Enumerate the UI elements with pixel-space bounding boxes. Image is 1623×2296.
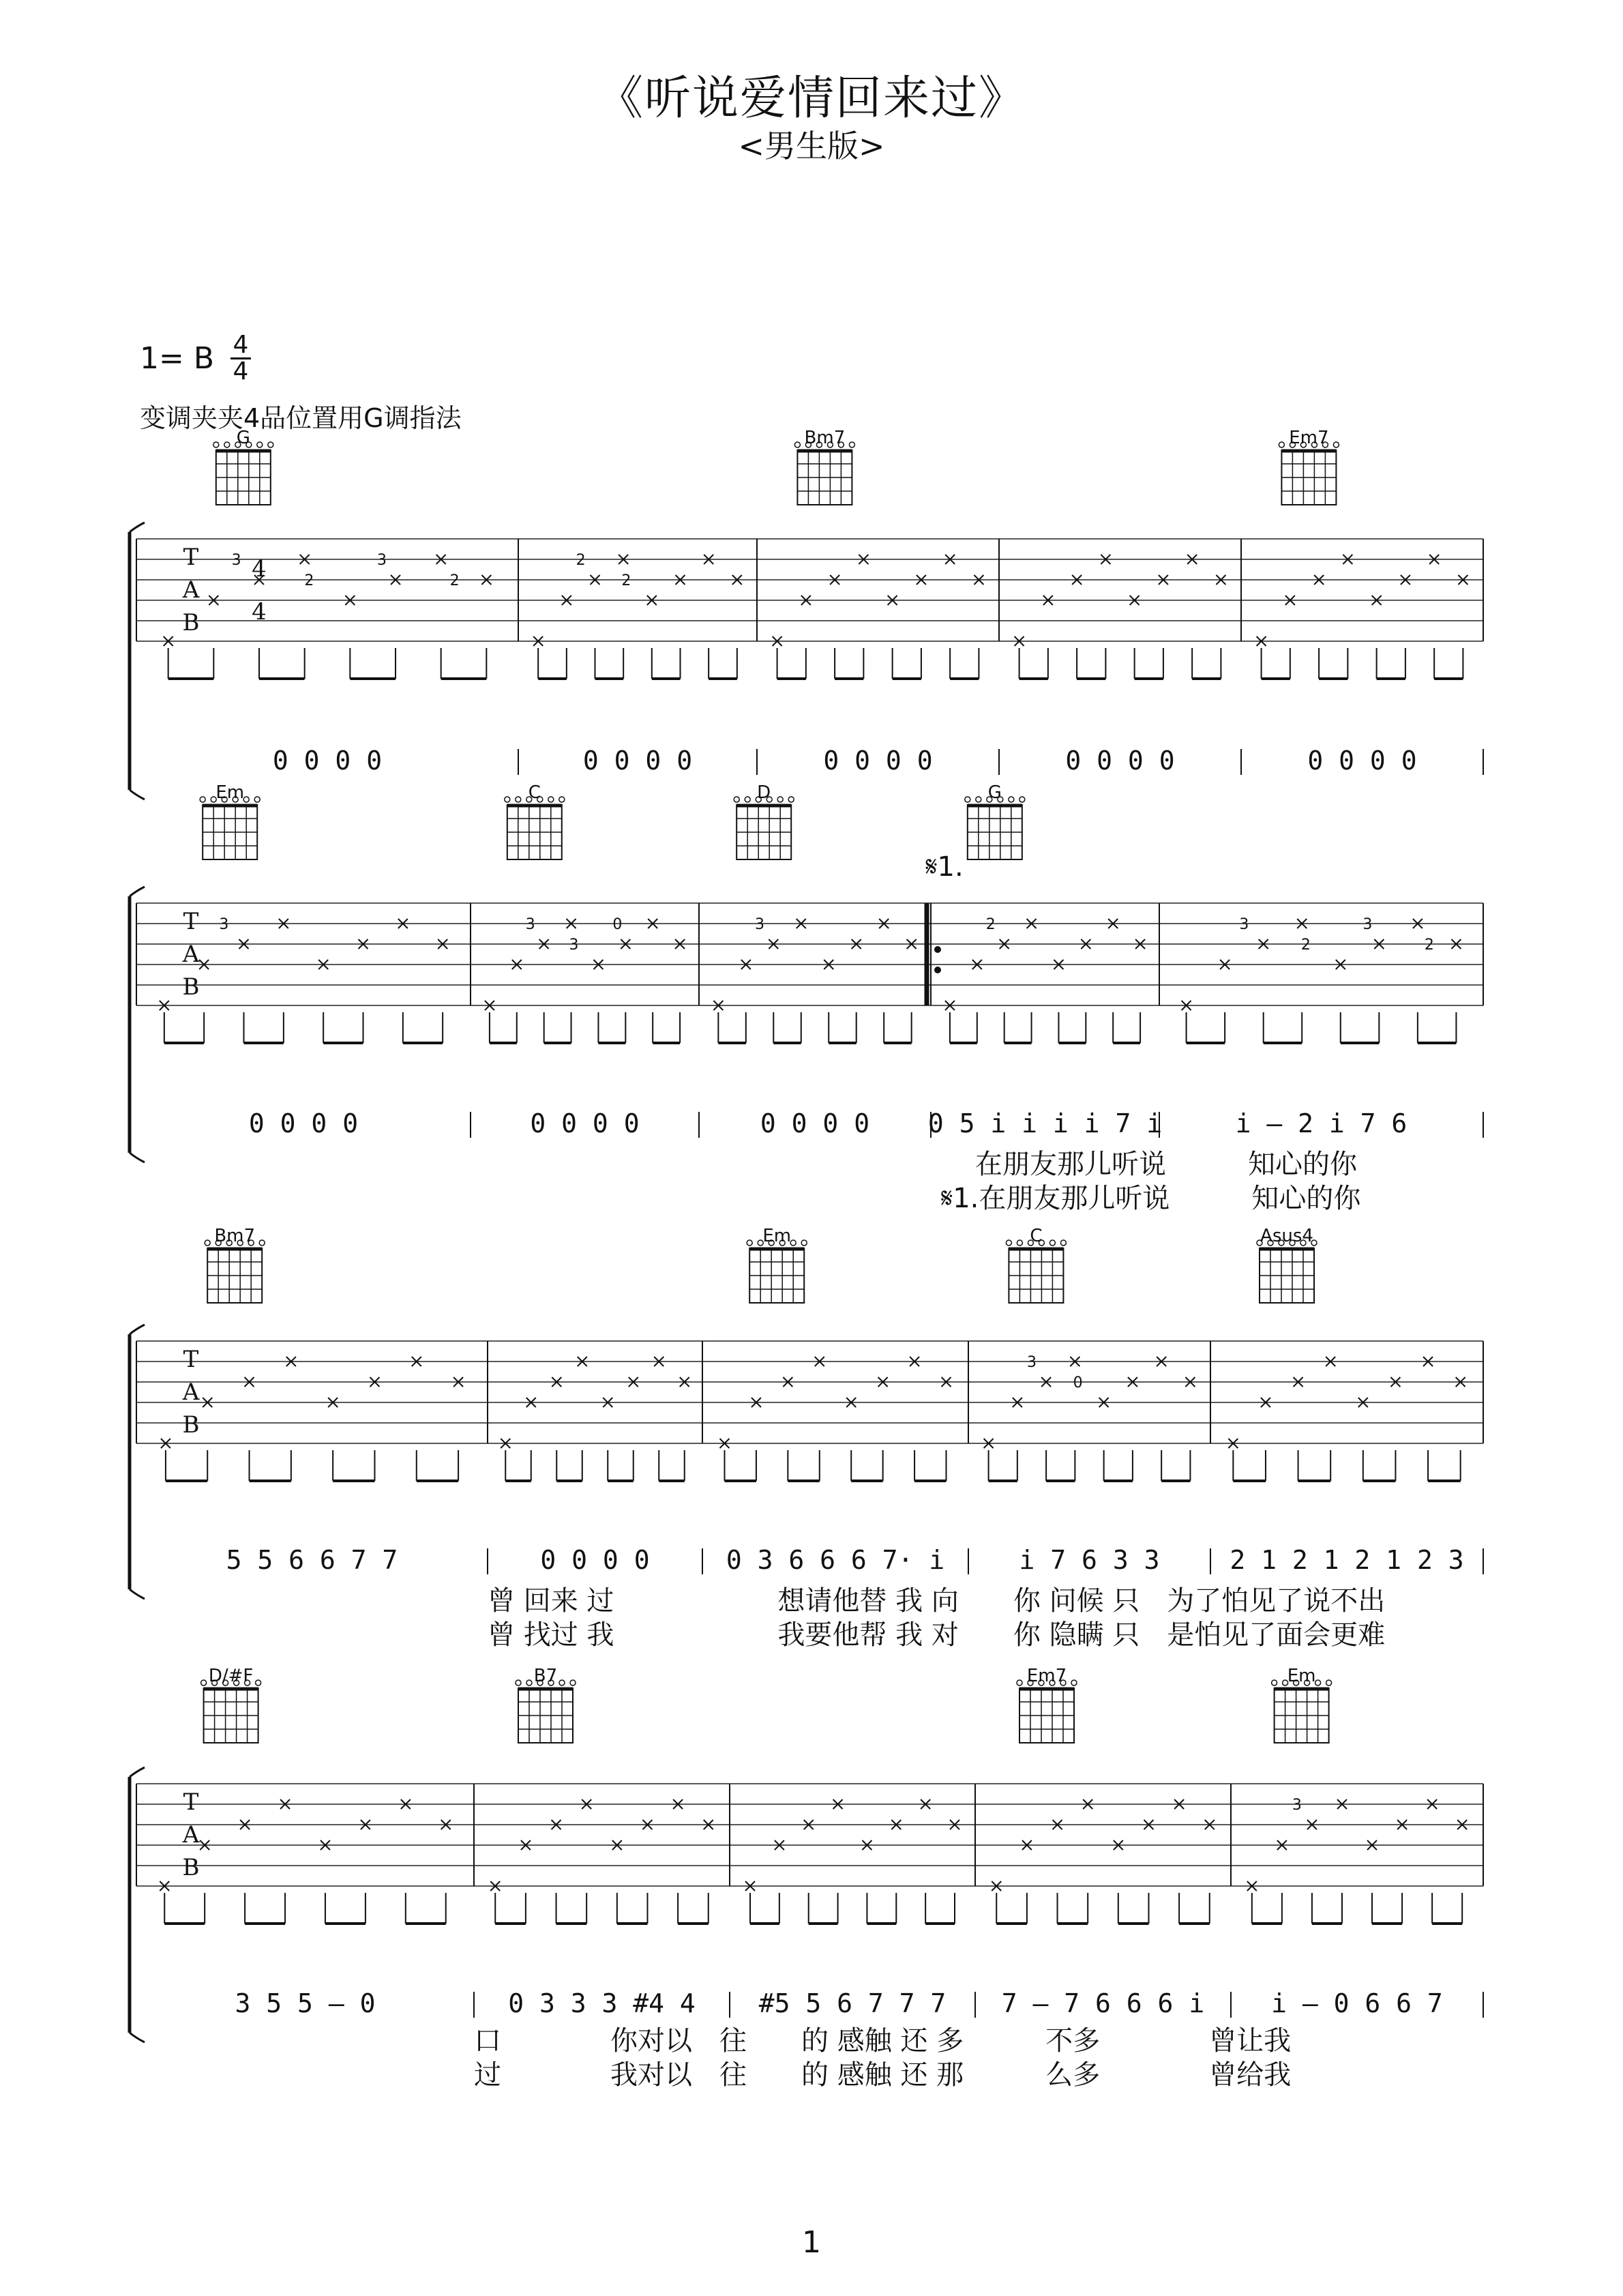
chord-name: Em7 xyxy=(1289,428,1329,448)
open-string-mark xyxy=(257,442,263,447)
jianpu-notes: 7 – 7 6 6 6 i xyxy=(1001,1988,1205,2018)
lyrics-line-1: 在朋友那儿听说 知心的你 xyxy=(975,1149,1357,1180)
fret-number: 2 xyxy=(576,552,586,569)
lyrics-line-2: 𝄋1.在朋友那儿听说 知心的你 xyxy=(941,1183,1361,1214)
chord-name: Bm7 xyxy=(804,428,846,448)
fret-number: 3 xyxy=(219,916,229,933)
fret-number: 3 xyxy=(1292,1797,1302,1814)
tab-clef-letter: B xyxy=(182,973,200,1001)
chord-name: D xyxy=(757,782,771,803)
measure xyxy=(745,1799,959,2018)
open-string-mark xyxy=(801,1240,807,1246)
tab-clef-letter: A xyxy=(182,941,200,968)
lyrics-line-2: 过 我对以 往 的 感触 还 那 么多 曾给我 xyxy=(474,2059,1292,2091)
open-string-mark xyxy=(254,797,260,802)
key-signature: 1= B xyxy=(140,341,215,376)
bracket-hook-bottom xyxy=(130,790,145,799)
measure xyxy=(160,916,447,1138)
open-string-mark xyxy=(1326,1680,1332,1686)
fret-number: 2 xyxy=(985,916,996,933)
measure xyxy=(533,552,742,776)
open-string-mark xyxy=(259,1240,265,1246)
open-string-mark xyxy=(224,442,230,447)
chord-name: G xyxy=(987,782,1002,803)
song-title: 《听说爱情回来过》 xyxy=(596,72,1026,126)
song-subtitle: <男生版> xyxy=(738,128,885,164)
jianpu-notes: #5 5 6 7 7 7 xyxy=(758,1988,947,2018)
jianpu-notes: 2 1 2 1 2 1 2 3 xyxy=(1230,1545,1464,1575)
measure xyxy=(720,1357,951,1575)
jianpu-notes: 0 5 i i i i 7 i xyxy=(927,1108,1163,1138)
repeat-dot xyxy=(934,946,941,953)
time-signature-top: 4 xyxy=(252,555,267,583)
measure xyxy=(161,1357,463,1575)
fret-number: 2 xyxy=(621,572,631,589)
open-string-mark xyxy=(1009,797,1014,802)
open-string-mark xyxy=(516,797,521,802)
open-string-mark xyxy=(516,1680,521,1686)
fret-number: 3 xyxy=(1363,916,1373,933)
tab-clef-letter: A xyxy=(182,1821,200,1849)
bracket-hook-bottom xyxy=(130,1153,145,1162)
jianpu-notes: 5 5 6 6 7 7 xyxy=(226,1545,398,1575)
open-string-mark xyxy=(1279,442,1284,447)
open-string-mark xyxy=(559,797,565,802)
jianpu-notes: 0 3 3 3 #4 4 xyxy=(508,1988,696,2018)
jianpu-notes: 0 0 0 0 xyxy=(530,1108,640,1138)
measure xyxy=(1015,555,1226,776)
fret-number: 2 xyxy=(1424,937,1434,954)
fret-number: 3 xyxy=(231,552,241,569)
jianpu-notes: 0 0 0 0 xyxy=(540,1545,650,1575)
measure xyxy=(1182,916,1461,1138)
open-string-mark xyxy=(505,797,510,802)
open-string-mark xyxy=(788,797,794,802)
open-string-mark xyxy=(1333,442,1339,447)
repeat-dot xyxy=(934,967,941,973)
measure xyxy=(1257,555,1468,776)
open-string-mark xyxy=(1071,1680,1077,1686)
system-3 xyxy=(130,1226,1483,1651)
chord-name: D/#F xyxy=(208,1666,254,1686)
bracket-hook-bottom xyxy=(130,2033,145,2042)
tab-clef-letter: T xyxy=(183,544,199,571)
jianpu-notes: i – 2 i 7 6 xyxy=(1235,1108,1408,1138)
open-string-mark xyxy=(1017,1240,1022,1246)
bracket-hook-top xyxy=(130,1325,145,1334)
fret-number: 3 xyxy=(377,552,387,569)
tab-clef-letter: T xyxy=(183,1346,199,1373)
open-string-mark xyxy=(747,1240,752,1246)
bracket-hook-top xyxy=(130,887,145,896)
capo-instruction: 变调夹夹4品位置用G调指法 xyxy=(140,403,462,433)
chord-name: C xyxy=(528,782,541,803)
chord-name: Asus4 xyxy=(1260,1226,1313,1246)
fret-number: 3 xyxy=(569,937,579,954)
jianpu-notes: 0 3 6 6 6 7· i xyxy=(726,1545,945,1575)
open-string-mark xyxy=(243,797,249,802)
meter-bottom: 4 xyxy=(233,357,249,385)
system-2 xyxy=(130,782,1483,1214)
jianpu-notes: 3 5 5 – 0 xyxy=(235,1988,376,2018)
chord-name: Em xyxy=(215,782,245,803)
chord-name: Em xyxy=(1287,1666,1316,1686)
fret-number: 2 xyxy=(1300,937,1311,954)
tab-clef-letter: A xyxy=(182,576,200,604)
open-string-mark xyxy=(849,442,854,447)
jianpu-notes: 0 0 0 0 xyxy=(823,746,933,776)
measure xyxy=(164,552,492,776)
page-number: 1 xyxy=(802,2225,821,2260)
open-string-mark xyxy=(205,1240,210,1246)
measure xyxy=(485,916,685,1138)
open-string-mark xyxy=(794,442,800,447)
time-signature-bottom: 4 xyxy=(252,598,267,625)
measure xyxy=(773,555,984,776)
measure xyxy=(928,916,1162,1138)
fret-number: 2 xyxy=(304,572,314,589)
fret-number: 0 xyxy=(1073,1374,1083,1392)
system-4 xyxy=(130,1666,1483,2091)
fret-number: 2 xyxy=(449,572,460,589)
open-string-mark xyxy=(777,797,783,802)
measure xyxy=(490,1799,713,2018)
measure xyxy=(713,916,916,1138)
open-string-mark xyxy=(213,442,219,447)
tab-clef-letter: T xyxy=(183,908,199,935)
open-string-mark xyxy=(570,1680,576,1686)
open-string-mark xyxy=(1006,1240,1011,1246)
measure xyxy=(1247,1797,1467,2018)
fret-number: 0 xyxy=(612,916,623,933)
tab-clef-letter: T xyxy=(183,1789,199,1816)
open-string-mark xyxy=(268,442,273,447)
lyrics-line-1: 口 你对以 往 的 感触 还 多 不多 曾让我 xyxy=(474,2025,1292,2057)
bracket-hook-top xyxy=(130,1767,145,1777)
system-1 xyxy=(130,428,1483,799)
open-string-mark xyxy=(1019,797,1025,802)
jianpu-notes: i 7 6 3 3 xyxy=(1019,1545,1160,1575)
fret-number: 3 xyxy=(1239,916,1249,933)
open-string-mark xyxy=(1272,1680,1277,1686)
tab-clef-letter: B xyxy=(182,1854,200,1881)
open-string-mark xyxy=(745,797,750,802)
jianpu-notes: 0 0 0 0 xyxy=(248,1108,359,1138)
open-string-mark xyxy=(976,797,981,802)
open-string-mark xyxy=(256,1680,261,1686)
bracket-hook-bottom xyxy=(130,1589,145,1599)
fret-number: 3 xyxy=(755,916,765,933)
open-string-mark xyxy=(790,1240,796,1246)
open-string-mark xyxy=(559,1680,565,1686)
measure xyxy=(992,1799,1215,2018)
open-string-mark xyxy=(1315,1680,1321,1686)
chord-name: C xyxy=(1030,1226,1043,1246)
fret-number: 3 xyxy=(1026,1354,1037,1371)
meter-top: 4 xyxy=(230,333,251,359)
measure xyxy=(160,1799,451,2018)
tab-clef-letter: B xyxy=(182,609,200,636)
open-string-mark xyxy=(1049,1240,1055,1246)
jianpu-notes: 0 0 0 0 xyxy=(760,1108,870,1138)
open-string-mark xyxy=(965,797,970,802)
open-string-mark xyxy=(201,1680,207,1686)
tab-clef-letter: B xyxy=(182,1411,200,1439)
lyrics-line-1: 曾 回来 过 想请他替 我 向 你 问候 只 为了怕见了说不出 xyxy=(488,1585,1386,1617)
jianpu-notes: 0 0 0 0 xyxy=(1065,746,1175,776)
measure xyxy=(984,1354,1195,1575)
open-string-mark xyxy=(734,797,739,802)
chord-name: Bm7 xyxy=(214,1226,256,1246)
bracket-hook-top xyxy=(130,523,145,532)
jianpu-notes: i – 0 6 6 7 xyxy=(1271,1988,1443,2018)
open-string-mark xyxy=(200,797,205,802)
jianpu-notes: 0 0 0 0 xyxy=(582,746,693,776)
open-string-mark xyxy=(1017,1680,1022,1686)
segno-mark: 𝄋1. xyxy=(925,851,964,883)
fret-number: 3 xyxy=(525,916,535,933)
lyrics-line-2: 曾 找过 我 我要他帮 我 对 你 隐瞒 只 是怕见了面会更难 xyxy=(488,1619,1386,1651)
measure xyxy=(501,1357,689,1575)
chord-name: Em7 xyxy=(1026,1666,1067,1686)
open-string-mark xyxy=(526,1680,532,1686)
measure xyxy=(1228,1357,1465,1575)
open-string-mark xyxy=(548,797,554,802)
chord-name: G xyxy=(236,428,250,448)
jianpu-notes: 0 0 0 0 xyxy=(1307,746,1417,776)
chord-name: Em xyxy=(762,1226,792,1246)
jianpu-notes: 0 0 0 0 xyxy=(272,746,383,776)
chord-name: B7 xyxy=(533,1666,558,1686)
open-string-mark xyxy=(1060,1240,1066,1246)
tab-clef-letter: A xyxy=(182,1379,200,1406)
